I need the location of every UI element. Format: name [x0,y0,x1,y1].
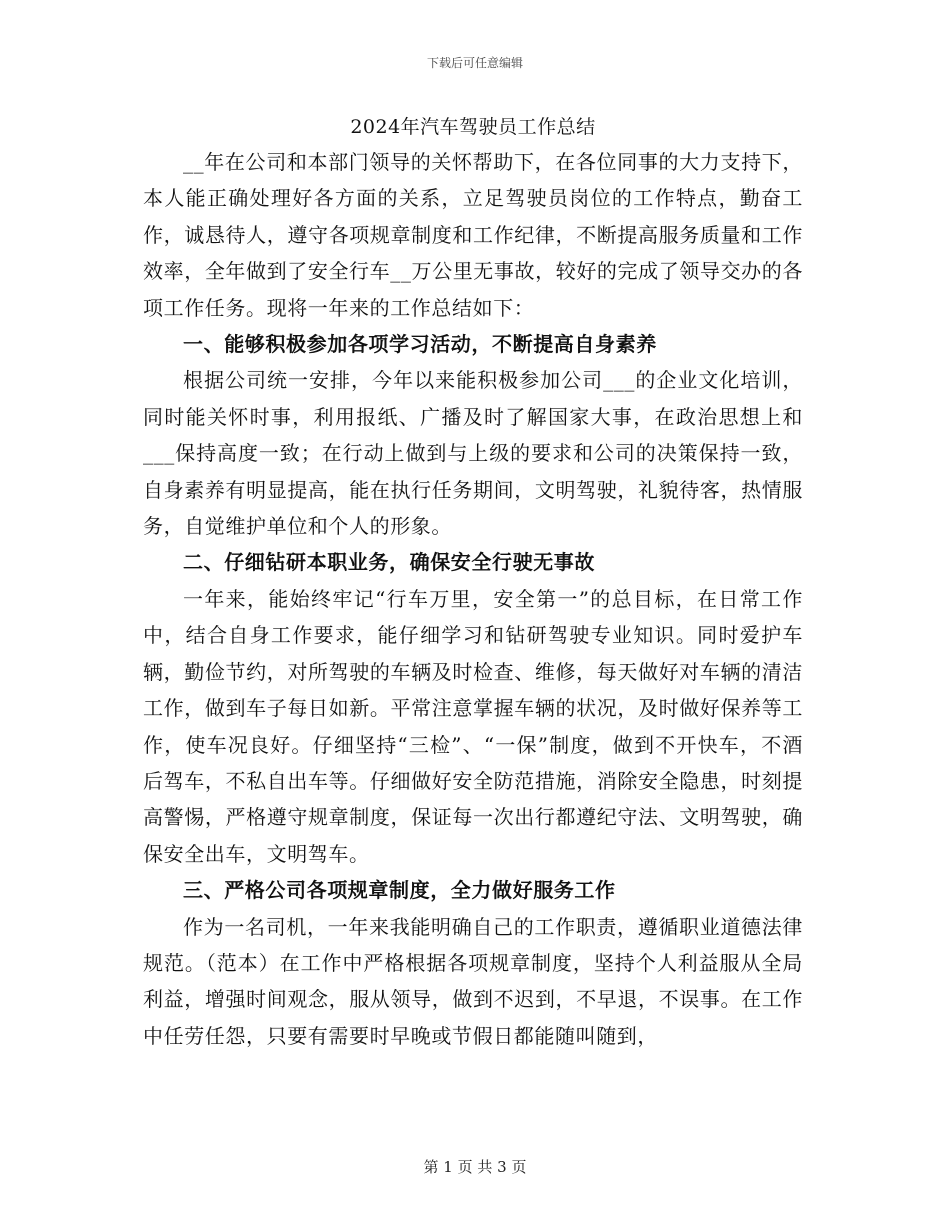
page-header-note: 下载后可任意编辑 [426,56,523,70]
section-1-body: 根据公司统一安排，今年以来能积极参加公司___的企业文化培训，同时能关怀时事，利用报纸、广播及时了解国家大事，在政治思想上和___保持高度一致；在行动上做到与上级的要求和公司的决策保持一致，自身素养有明显提高，能在执行任务期间，文明驾驶，礼貌待客，热情服务，自觉维护单位和个人的形象。 [143,368,803,539]
document-title: 2024年汽车驾驶员工作总结 [350,116,596,138]
section-3-body: 作为一名司机，一年来我能明确自己的工作职责，遵循职业道德法律规范。（范本）在工作中严格根据各项规章制度，坚持个人利益服从全局利益，增强时间观念，服从领导，做到不迟到，不早退，不误事。在工作中任劳任怨，只要有需要时早晚或节假日都能随叫随到， [143,914,803,1048]
page-number-footer: 第 1 页 共 3 页 [423,1158,527,1176]
intro-paragraph: __年在公司和本部门领导的关怀帮助下，在各位同事的大力支持下，本人能正确处理好各方面的关系，立足驾驶员岗位的工作特点，勤奋工作，诚恳待人，遵守各项规章制度和工作纪律，不断提高服务质量和工作效率，全年做到了安全行车__万公里无事故，较好的完成了领导交办的各项工作任务。现将一年来的工作总结如下： [143,150,803,320]
document-body [143,110,803,1054]
section-2-heading: 二、仔细钻研本职业务，确保安全行驶无事故 [183,550,595,575]
section-1-heading: 一、能够积极参加各项学习活动，不断提高自身素养 [183,332,657,357]
section-2-body: 一年来，能始终牢记“行车万里，安全第一”的总目标，在日常工作中，结合自身工作要求，能仔细学习和钻研驾驶专业知识。同时爱护车辆，勤俭节约，对所驾驶的车辆及时检查、维修，每天做好对车辆的清洁工作，做到车子每日如新。平常注意掌握车辆的状况，及时做好保养等工作，使车况良好。仔细坚持“三检”、“一保”制度，做到不开快车，不酒后驾车，不私自出车等。仔细做好安全防范措施，消除安全隐患，时刻提高警惕，严格遵守规章制度，保证每一次出行都遵纪守法、文明驾驶，确保安全出车，文明驾车。 [143,586,803,866]
section-3-heading: 三、严格公司各项规章制度，全力做好服务工作 [183,878,616,903]
